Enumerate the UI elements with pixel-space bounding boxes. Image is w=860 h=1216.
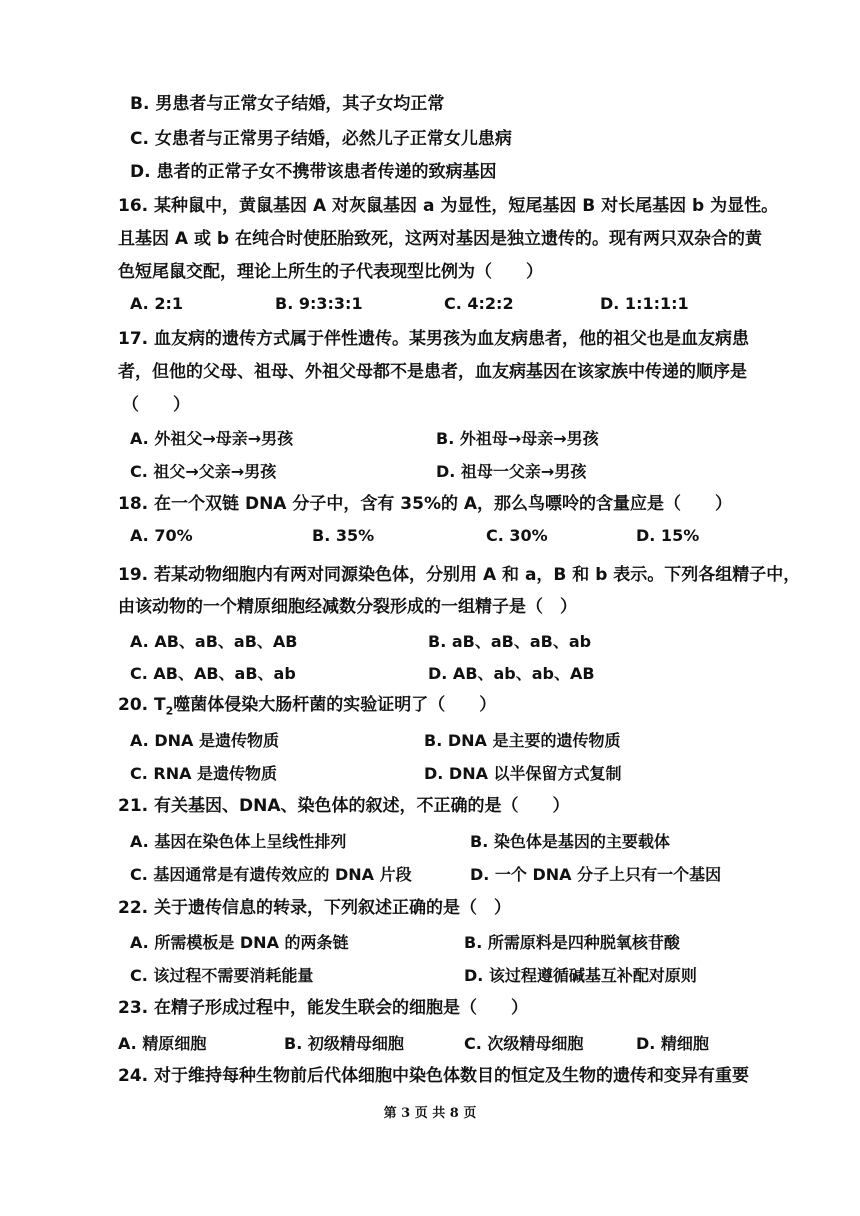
q19-option-a: A. AB、aB、aB、AB <box>130 632 298 651</box>
q17-option-b: B. 外祖母→母亲→男孩 <box>436 429 599 448</box>
q21-line-1: 21. 有关基因、DNA、染色体的叙述，不正确的是（ ） <box>118 796 570 816</box>
q23-option-b: B. 初级精母细胞 <box>284 1034 404 1053</box>
q22-options-row-1 <box>130 930 770 954</box>
q23-line-1: 23. 在精子形成过程中，能发生联会的细胞是（ ） <box>118 998 529 1018</box>
q16-line-3: 色短尾鼠交配，理论上所生的子代表现型比例为（ ） <box>118 262 543 282</box>
q19-option-c: C. AB、AB、aB、ab <box>130 664 296 683</box>
q20-options-row-1 <box>130 728 770 752</box>
q16-line-2: 且基因 A 或 b 在纯合时使胚胎致死，这两对基因是独立遗传的。现有两只双杂合的黄 <box>118 229 762 249</box>
q22-option-b: B. 所需原料是四种脱氧核苷酸 <box>464 933 680 952</box>
q20-subscript: 2 <box>165 704 174 718</box>
q20-option-d: D. DNA 以半保留方式复制 <box>424 764 622 783</box>
q15-option-b: B. 男患者与正常女子结婚，其子女均正常 <box>130 94 445 114</box>
q21-option-c: C. 基因通常是有遗传效应的 DNA 片段 <box>130 865 412 884</box>
q16-option-a: A. 2:1 <box>130 294 183 313</box>
q15-option-d: D. 患者的正常子女不携带该患者传递的致病基因 <box>130 162 497 182</box>
q20-options-row-2 <box>130 761 770 785</box>
q15-option-c: C. 女患者与正常男子结婚，必然儿子正常女儿患病 <box>130 129 512 149</box>
q24-line-1: 24. 对于维持每种生物前后代体细胞中染色体数目的恒定及生物的遗传和变异有重要 <box>118 1066 750 1086</box>
q19-line-1: 19. 若某动物细胞内有两对同源染色体，分别用 A 和 a，B 和 b 表示。下列各组精子中， <box>118 565 801 585</box>
q16-option-c: C. 4:2:2 <box>444 294 514 313</box>
q16-option-d: D. 1:1:1:1 <box>600 294 689 313</box>
q20-option-a: A. DNA 是遗传物质 <box>130 731 279 750</box>
q17-option-c: C. 祖父→父亲→男孩 <box>130 462 277 481</box>
q18-option-a: A. 70% <box>130 526 193 545</box>
q16-option-b: B. 9:3:3:1 <box>275 294 363 313</box>
q19-line-2: 由该动物的一个精原细胞经减数分裂形成的一组精子是（ ） <box>118 597 577 617</box>
q17-line-3: （ ） <box>122 395 190 415</box>
q21-options-row-1 <box>130 829 770 853</box>
q20-line-1 <box>118 693 770 723</box>
q17-option-a: A. 外祖父→母亲→男孩 <box>130 429 294 448</box>
q19-option-d: D. AB、ab、ab、AB <box>428 664 595 683</box>
q21-options-row-2 <box>130 862 770 886</box>
q17-options-row-1 <box>130 426 770 450</box>
q22-options-row-2 <box>130 963 770 987</box>
q19-options-row-1 <box>130 629 770 653</box>
q17-options-row-2 <box>130 459 770 483</box>
q18-options <box>130 526 770 550</box>
page-footer: 第 3 页 共 8 页 <box>383 1106 477 1121</box>
q18-line-1: 18. 在一个双链 DNA 分子中，含有 35%的 A，那么鸟嘌呤的含量应是（ ） <box>118 494 733 514</box>
q21-option-d: D. 一个 DNA 分子上只有一个基因 <box>470 865 722 884</box>
q18-option-d: D. 15% <box>636 526 700 545</box>
q23-option-c: C. 次级精母细胞 <box>464 1034 584 1053</box>
q20-text: 噬菌体侵染大肠杆菌的实验证明了（ ） <box>173 695 497 715</box>
q16-options <box>130 294 770 318</box>
q22-option-a: A. 所需模板是 DNA 的两条链 <box>130 933 349 952</box>
q19-options-row-2 <box>130 661 770 685</box>
q17-line-2: 者，但他的父母、祖母、外祖父母都不是患者，血友病基因在该家族中传递的顺序是 <box>118 362 747 382</box>
q22-option-d: D. 该过程遵循碱基互补配对原则 <box>464 966 697 985</box>
q22-line-1: 22. 关于遗传信息的转录，下列叙述正确的是（ ） <box>118 898 512 918</box>
q18-option-b: B. 35% <box>312 526 375 545</box>
q19-option-b: B. aB、aB、aB、ab <box>428 632 592 651</box>
q17-option-d: D. 祖母一父亲→男孩 <box>436 462 587 481</box>
q18-option-c: C. 30% <box>486 526 548 545</box>
q20-number: 20. T <box>118 695 166 715</box>
q20-option-c: C. RNA 是遗传物质 <box>130 764 278 783</box>
q20-option-b: B. DNA 是主要的遗传物质 <box>424 731 621 750</box>
q23-options <box>118 1031 770 1055</box>
q23-option-d: D. 精细胞 <box>636 1034 709 1053</box>
q22-option-c: C. 该过程不需要消耗能量 <box>130 966 314 985</box>
q16-line-1: 16. 某种鼠中，黄鼠基因 A 对灰鼠基因 a 为显性，短尾基因 B 对长尾基因 b 为显性。 <box>118 196 779 216</box>
q21-option-b: B. 染色体是基因的主要载体 <box>470 832 670 851</box>
q17-line-1: 17. 血友病的遗传方式属于伴性遗传。某男孩为血友病患者，他的祖父也是血友病患 <box>118 329 750 349</box>
q21-option-a: A. 基因在染色体上呈线性排列 <box>130 832 347 851</box>
q23-option-a: A. 精原细胞 <box>118 1034 207 1053</box>
